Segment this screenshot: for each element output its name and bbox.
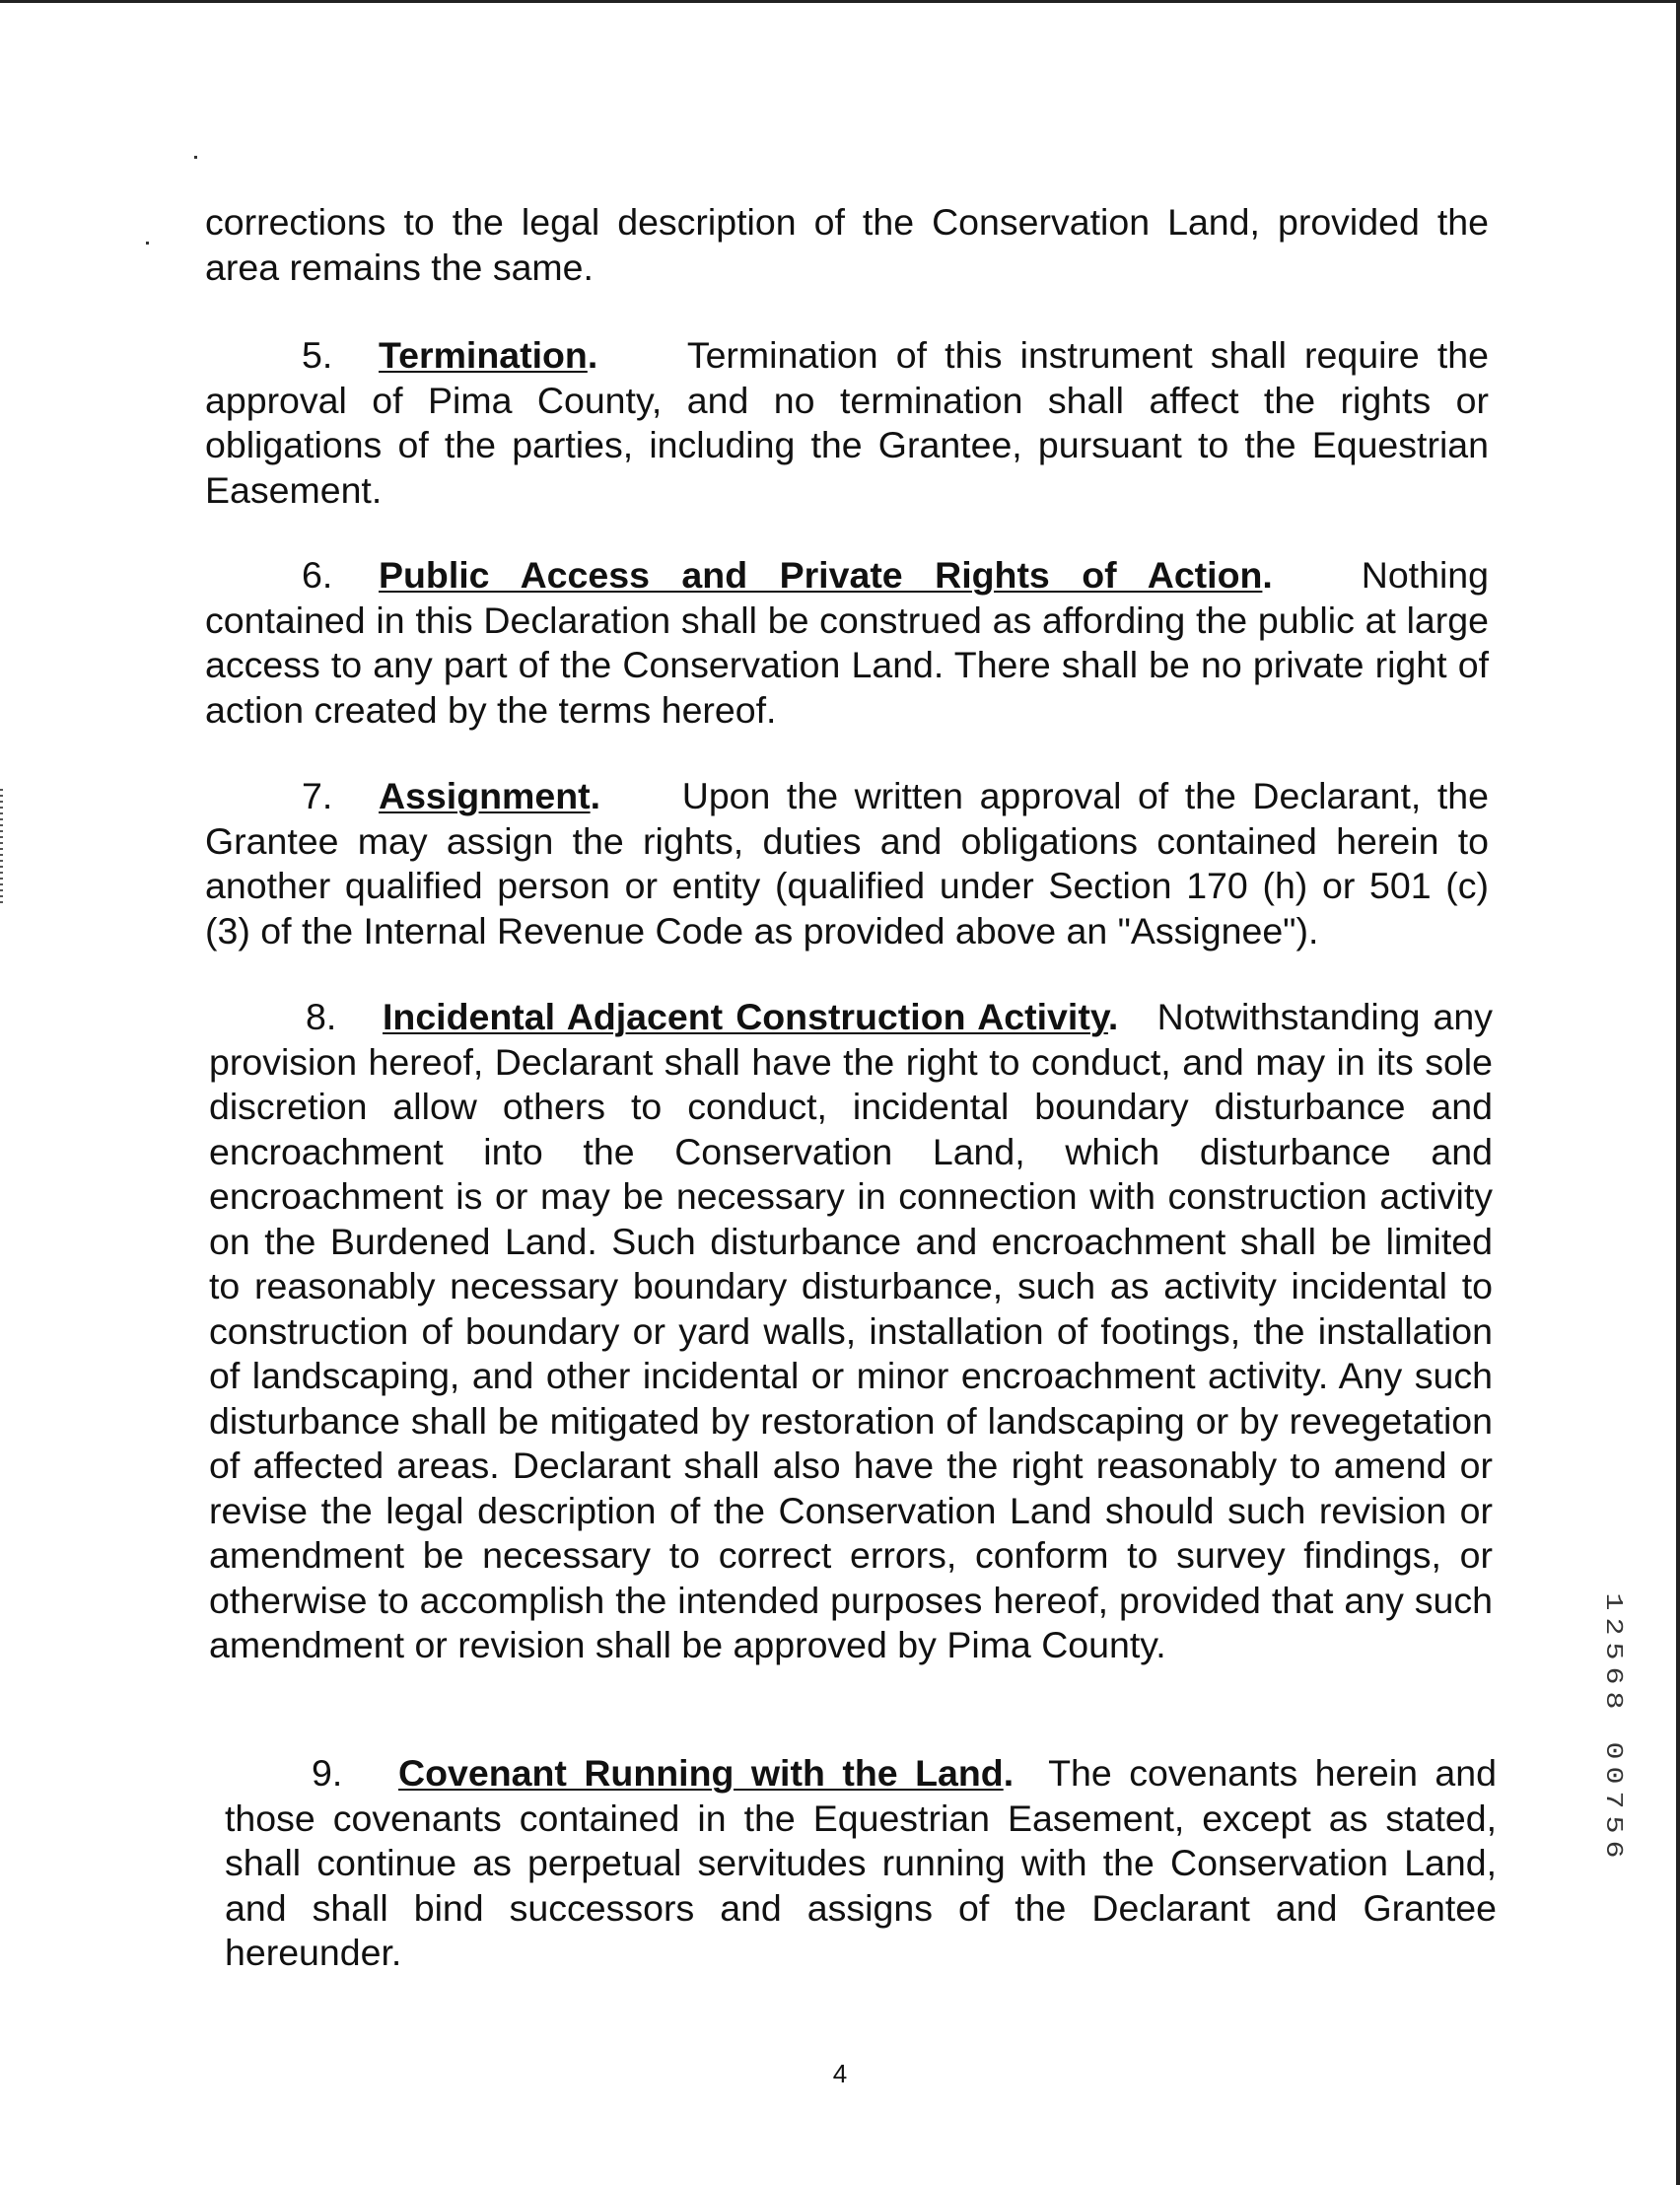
section-body: Upon the written approval of the Declarant, the Grantee may assign the rights, duties and obligations contained herein to another qualified person or entity (qualified under Section 170 (h) or 501 (c) (3) of the Internal Revenue Code as provided above an "Assignee"). [205,775,1490,952]
section-number: 9. [312,1752,343,1794]
stamp-digit: 5 [1598,1815,1626,1834]
stamp-digit: 6 [1598,1840,1626,1859]
heading-period: . [1003,1752,1015,1794]
scan-left-edge-marks [0,789,3,907]
heading-period: . [1107,996,1119,1037]
section-body: Termination of this instrument shall require the approval of Pima County, and no termination shall affect the rights or obligations of the parties, including the Grantee, pursuant to the Equestrian Easement. [205,334,1490,511]
section-7-assignment [205,774,1489,953]
stamp-digit: 2 [1598,1617,1626,1636]
stamp-digit: 7 [1598,1791,1626,1809]
section-heading: Incidental Adjacent Construction Activity [383,996,1108,1037]
section-number: 6. [302,554,333,596]
section-heading: Termination [379,334,588,376]
stamp-digit: 1 [1598,1592,1626,1611]
section-8-incidental-construction [209,995,1493,1668]
section-body: The covenants herein and those covenants contained in the Equestrian Easement, except as stated, shall continue as perpetual servitudes running with the Conservation Land, and shall bind successors and assigns of the Declarant and Grantee hereunder. [225,1752,1497,1973]
stamp-digit: 6 [1598,1666,1626,1685]
page-number: 4 [832,2059,848,2088]
section-number: 8. [306,996,337,1037]
section-5-termination [205,333,1489,513]
scan-speck [146,242,149,245]
section-number: 5. [302,334,333,376]
stamp-digit: 8 [1598,1691,1626,1710]
recording-stamp [1600,1589,1624,1862]
section-heading: Covenant Running with the Land [398,1752,1004,1794]
stamp-digit: 0 [1598,1766,1626,1785]
heading-period: . [1262,554,1273,596]
scan-right-border [1676,0,1680,2185]
scan-speck [194,156,197,159]
stamp-digit: 5 [1598,1642,1626,1660]
paragraph-continuation [205,200,1489,290]
section-body: Nothing contained in this Declaration shall be construed as affording the public at large access to any part of the Conservation Land. There shall be no private right of action created by the terms hereof. [205,554,1489,731]
stamp-digit: 0 [1598,1741,1626,1760]
section-heading: Assignment [379,775,591,816]
heading-period: . [590,775,601,816]
heading-period: . [587,334,598,376]
scan-top-border [0,0,1680,3]
section-heading: Public Access and Private Rights of Action [379,554,1263,596]
section-9-covenant-running [225,1751,1497,1976]
section-6-public-access [205,553,1489,733]
section-number: 7. [302,775,333,816]
section-body: Notwithstanding any provision hereof, Declarant shall have the right to conduct, and may in its sole discretion allow others to conduct, incidental boundary disturbance and encroachment into the Conservation Land, which disturbance and encroachment is or may be necessary in connection with construction activity on the Burdened Land. Such disturbance and encroachment shall be limited to reasonably necessary boundary disturbance, such as activity incidental to construction of boundary or yard walls, installation of footings, the installation of landscaping, and other incidental or minor encroachment activity. Any such disturbance shall be mitigated by restoration of landscaping or by revegetation of affected areas. Declarant shall also have the right reasonably to amend or revise the legal description of the Conservation Land should such revision or amendment be necessary to correct errors, conform to survey findings, or otherwise to accomplish the intended purposes hereof, provided that any such amendment or revision shall be approved by Pima County. [209,996,1494,1665]
paragraph-body: corrections to the legal description of the Conservation Land, provided the area remains the same. [205,201,1489,288]
